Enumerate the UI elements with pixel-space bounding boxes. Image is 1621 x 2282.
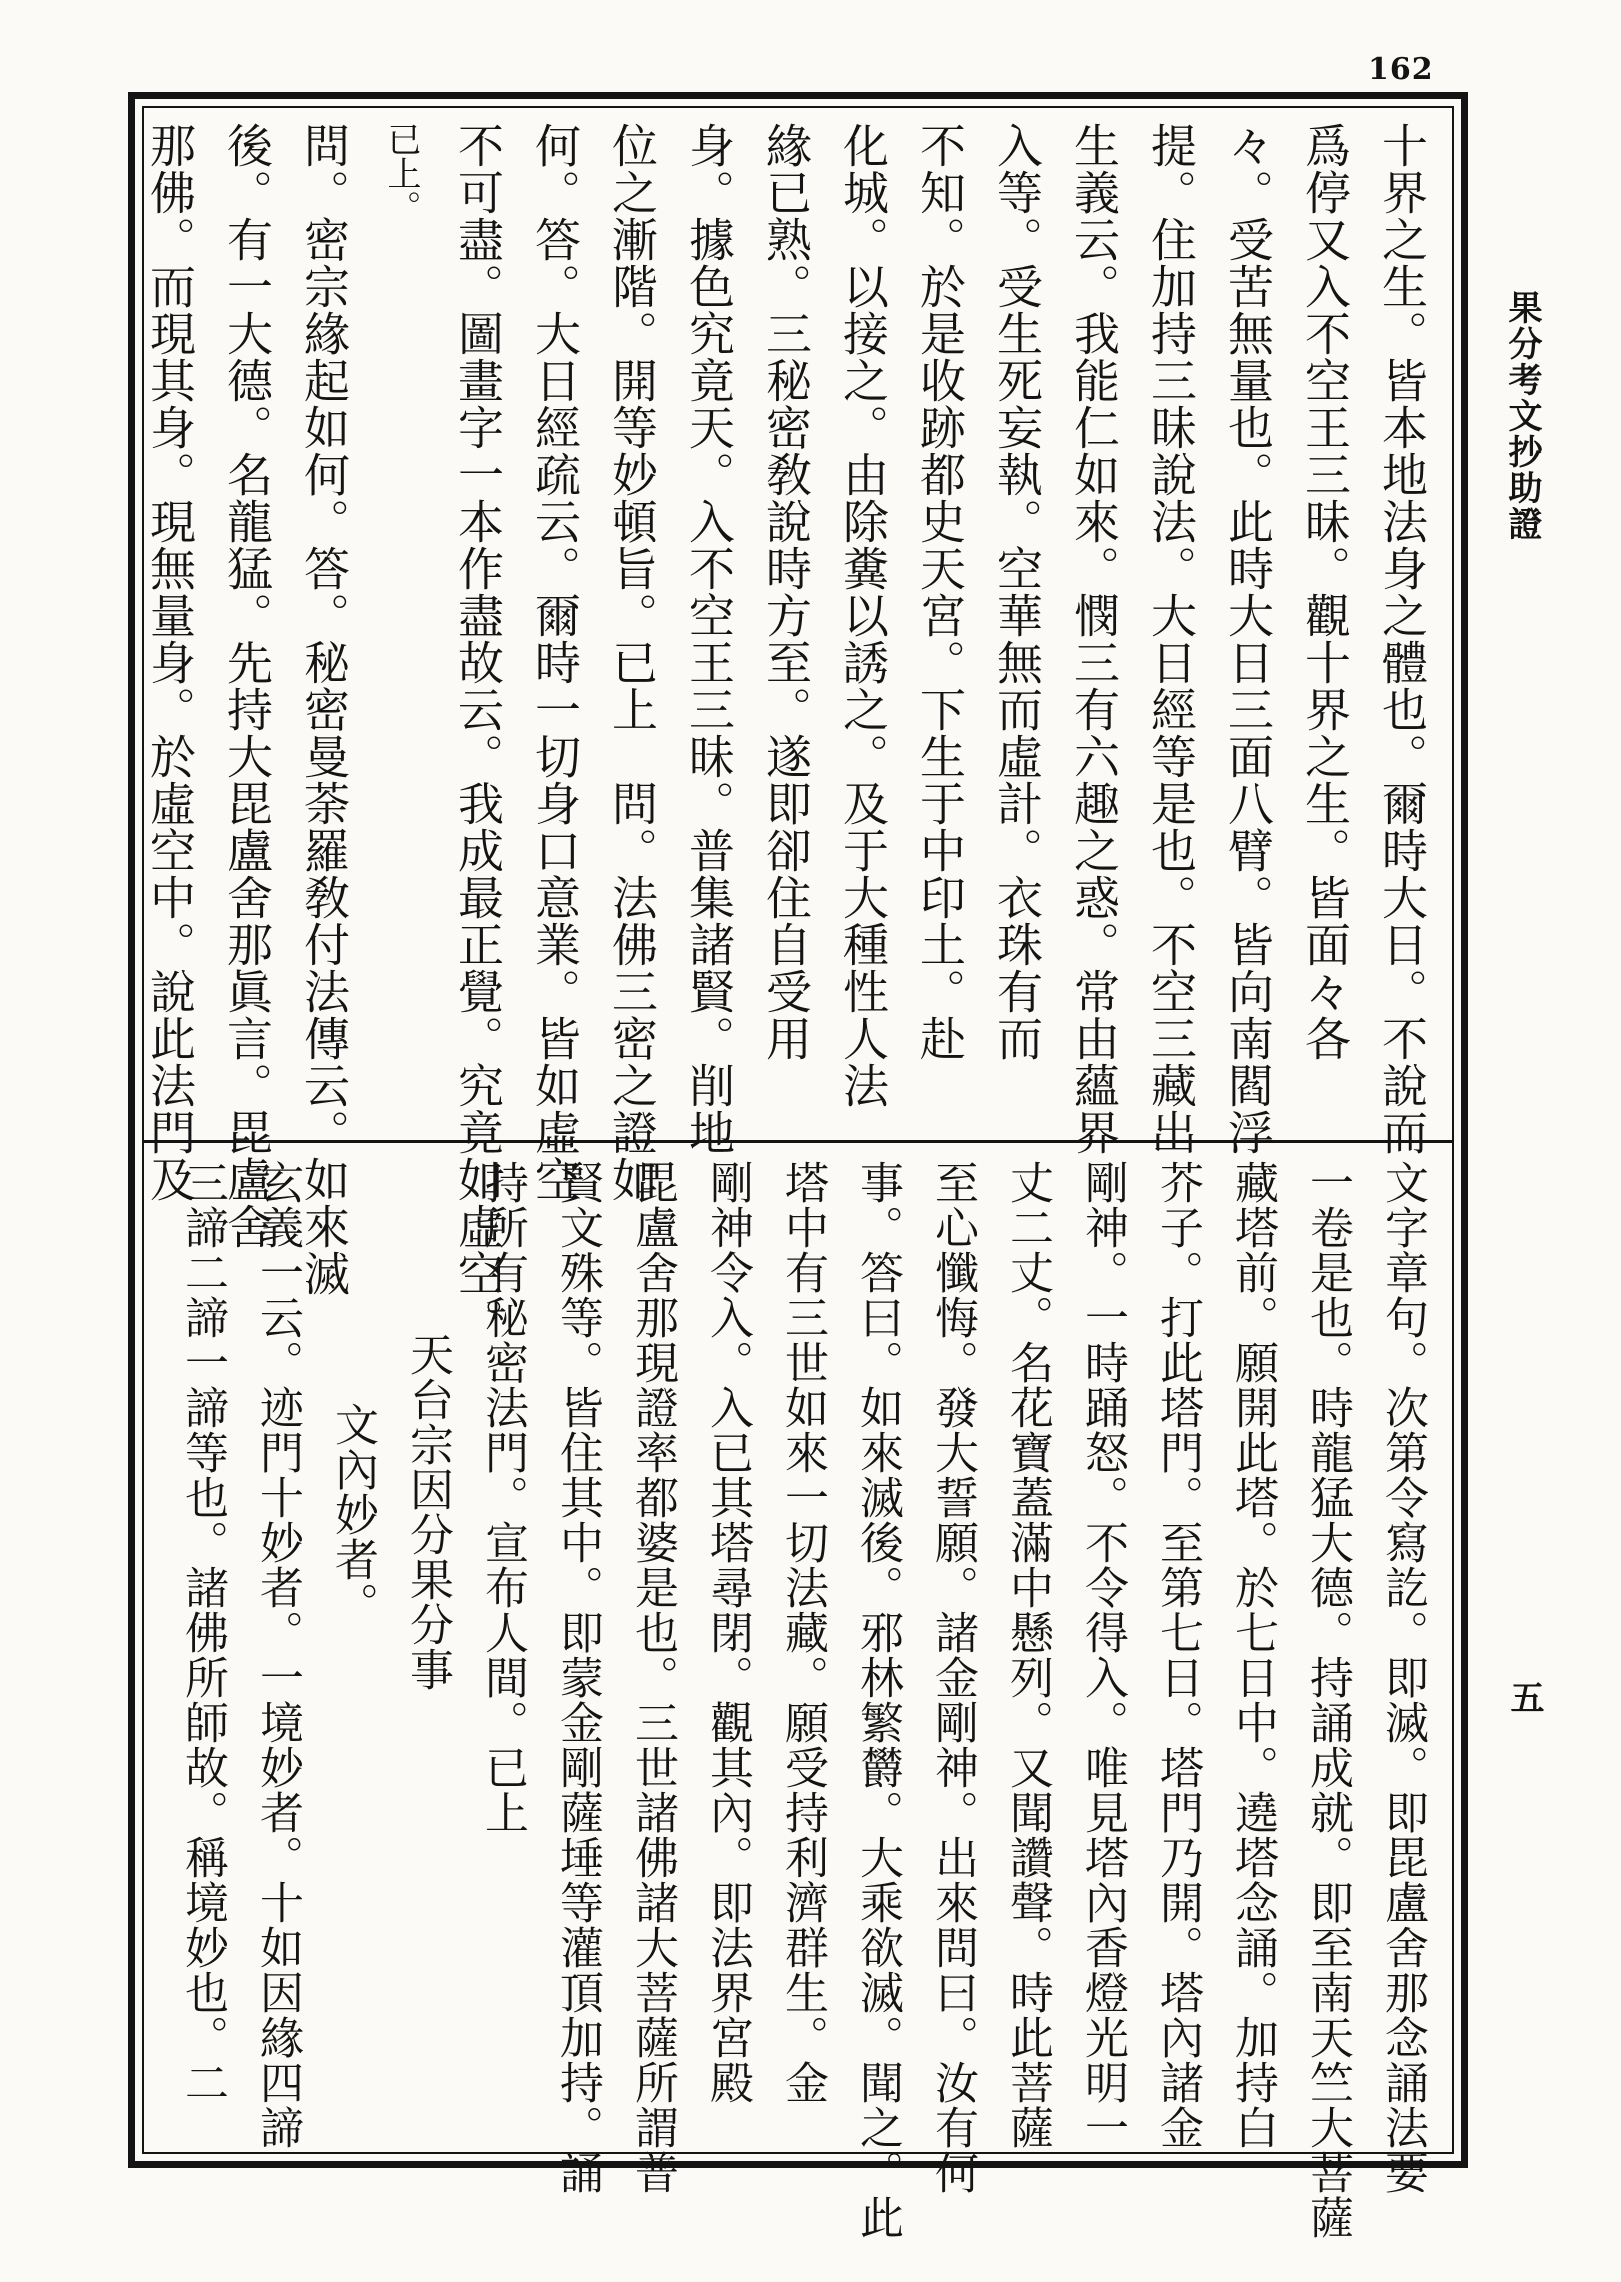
running-title: 果分考文抄助證 [1502, 290, 1542, 542]
text-column-note: 已上。 [381, 122, 421, 224]
text-column: 事。答曰。如來滅後。邪林繁欝。大乘欲滅。聞之。此 [852, 1160, 903, 2240]
section-heading: 天台宗因分果分事 [402, 1332, 453, 1692]
text-column: 不知。於是收跡都史天宮。下生于中印土。赴 [913, 122, 967, 1062]
text-column: 十界之生。皆本地法身之體也。爾時大日。不說而 [1375, 122, 1429, 1156]
text-column: 那佛。而現其身。現無量身。於虛空中。說此法門及 [143, 122, 197, 1203]
text-column: 剛神。一時踊怒。不令得入。唯見塔內香燈光明一 [1077, 1160, 1128, 2150]
text-column: 藏塔前。願開此塔。於七日中。遶塔念誦。加持白 [1227, 1160, 1278, 2150]
text-column: 化城。以接之。由除糞以誘之。及于大種性人法 [836, 122, 890, 1109]
text-column: 後。有一大德。名龍猛。先持大毘盧舍那眞言。毘盧舍 [220, 122, 274, 1250]
text-column: 問。密宗緣起如何。答。秘密曼荼羅敎付法傳云。如來滅 [297, 122, 351, 1297]
lower-text-panel [158, 1160, 1440, 2240]
text-column: 丈二丈。名花寶蓋滿中懸列。又聞讚聲。時此菩薩 [1002, 1160, 1053, 2150]
text-column: 入等。受生死妄執。空華無而虛計。衣珠有而 [990, 122, 1044, 1062]
text-column: 何。答。大日經疏云。爾時一切身口意業。皆如虛空 [528, 122, 582, 1203]
text-column: 芥子。打此塔門。至第七日。塔門乃開。塔內諸金 [1152, 1160, 1203, 2150]
text-column: 生義云。我能仁如來。憫三有六趣之惑。常由蘊界 [1067, 122, 1121, 1156]
text-column: 玄義一云。迹門十妙者。一境妙者。十如因緣四諦 [252, 1160, 303, 2150]
text-column: 身。據色究竟天。入不空王三昧。普集諸賢。削地 [682, 122, 736, 1156]
page-number: 162 [1368, 52, 1434, 87]
text-column: 文字章句。次第令寫訖。即滅。即毘盧舍那念誦法要 [1377, 1160, 1428, 2195]
upper-text-panel [143, 122, 1440, 1344]
text-column: 賢文殊等。皆住其中。即蒙金剛薩埵等灌頂加持。誦 [552, 1160, 603, 2195]
text-column: 塔中有三世如來一切法藏。願受持利濟群生。金 [777, 1160, 828, 2105]
text-column: 々。受苦無量也。此時大日三面八臂。皆向南閻浮 [1221, 122, 1275, 1156]
text-column: 提。住加持三昧說法。大日經等是也。不空三藏出 [1144, 122, 1198, 1156]
text-column: 至心懺悔。發大誓願。諸金剛神。出來問曰。汝有何 [927, 1160, 978, 2195]
text-column: 不可盡。圖畫字一本作盡故云。我成最正覺。究竟如虛空。 [451, 122, 505, 1344]
text-column: 毘盧舍那現證率都婆是也。三世諸佛諸大菩薩所謂普 [627, 1160, 678, 2195]
text-column: 緣已熟。三秘密敎說時方至。遂即卻住自受用 [759, 122, 813, 1062]
subsection-heading: 文內妙者。 [327, 1402, 378, 1627]
folio-number: 五 [1504, 1680, 1544, 1714]
text-column: 剛神令入。入已其塔尋閉。觀其內。即法界宮殿 [702, 1160, 753, 2105]
text-column: 持所有秘密法門。宣布人間。已上 [477, 1160, 528, 1835]
text-column: 位之漸階。開等妙頓旨。已上 問。法佛三密之證如 [605, 122, 659, 1203]
text-column: 三諦二諦一諦等也。諸佛所師故。稱境妙也。二 [177, 1160, 228, 2105]
text-column: 一卷是也。時龍猛大德。持誦成就。即至南天竺大菩薩 [1302, 1160, 1353, 2240]
text-column: 爲停又入不空王三昧。觀十界之生。皆面々各 [1298, 122, 1352, 1062]
